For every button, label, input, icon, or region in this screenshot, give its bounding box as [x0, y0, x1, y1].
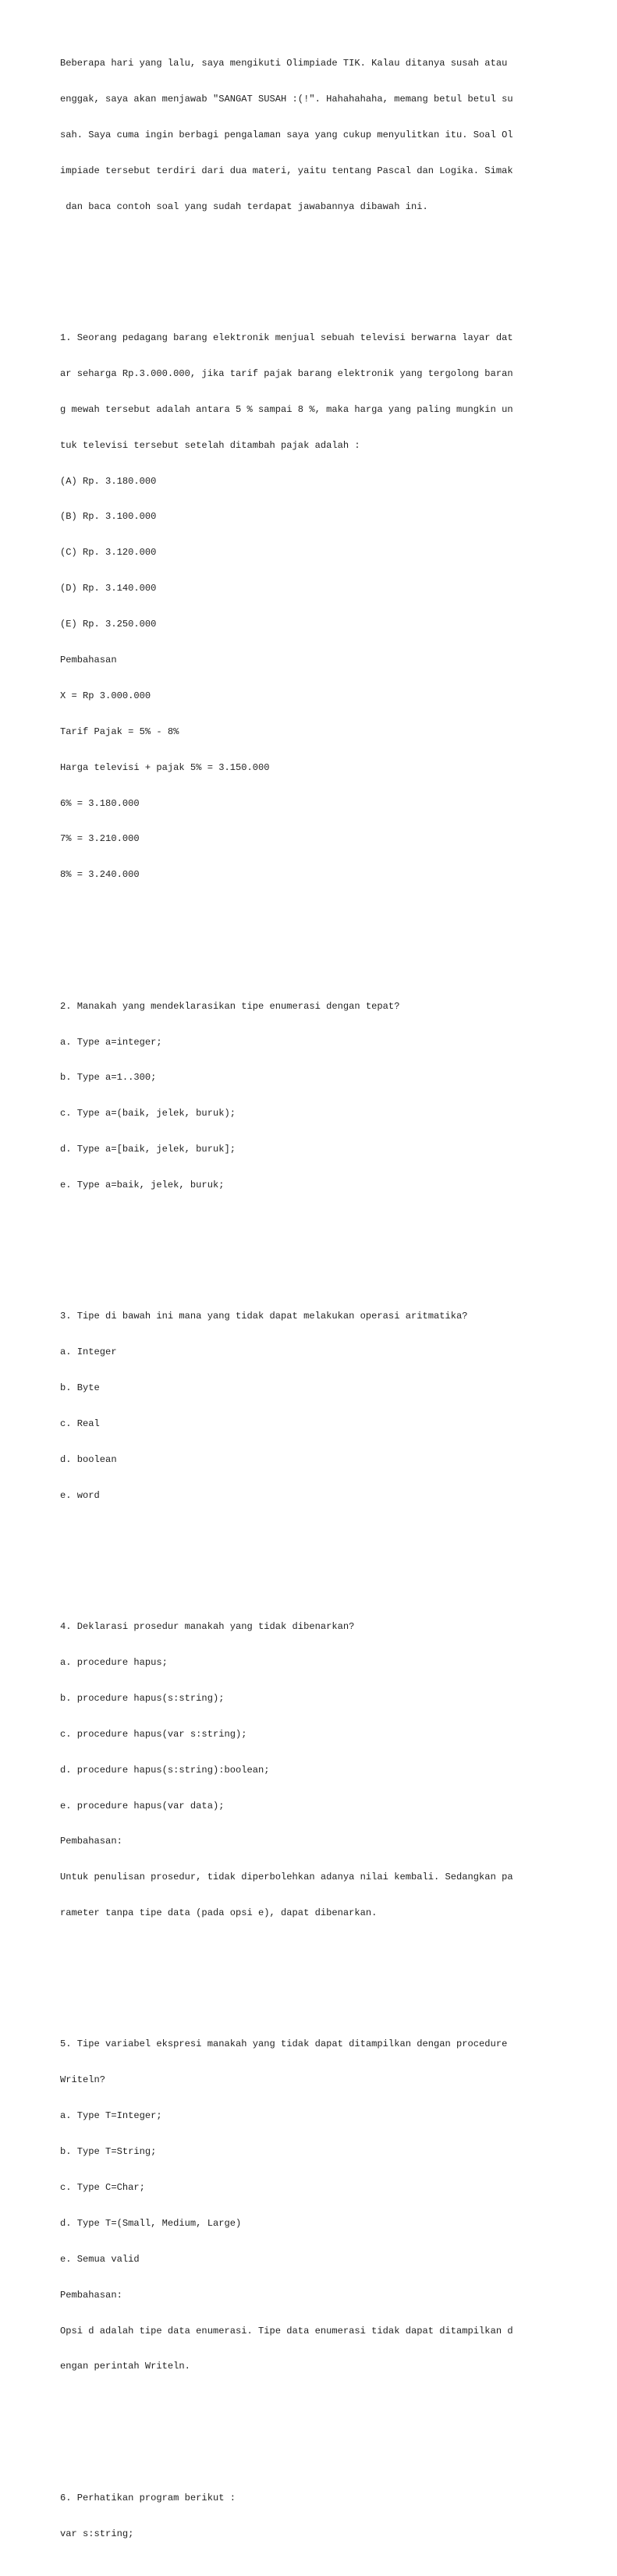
blank-line	[60, 1240, 559, 1251]
answer-option: (B) Rp. 3.100.000	[60, 511, 157, 523]
question-text: g mewah tersebut adalah antara 5 % sampai 8 %, maka harga yang paling mungkin un	[60, 403, 513, 415]
discussion-text: 6% = 3.180.000	[60, 797, 140, 809]
text-line: sah. Saya cuma ingin berbagi pengalaman saya yang cukup menyulitkan itu. Soal Ol	[60, 129, 513, 140]
answer-option: a. procedure hapus;	[60, 1656, 168, 1668]
discussion-text: 8% = 3.240.000	[60, 869, 140, 881]
question-text: 6. Perhatikan program berikut :	[60, 2492, 236, 2503]
discussion-text: rameter tanpa tipe data (pada opsi e), dapat dibenarkan.	[60, 1907, 378, 1919]
answer-option: c. Real	[60, 1418, 100, 1430]
blank-line	[60, 1549, 559, 1561]
text-line: enggak, saya akan menjawab "SANGAT SUSAH :(!". Hahahahaha, memang betul betul su	[60, 94, 513, 105]
discussion-text: 7% = 3.210.000	[60, 833, 140, 845]
question-text: 1. Seorang pedagang barang elektronik menjual sebuah televisi berwarna layar dat	[60, 332, 513, 344]
intro-paragraph	[60, 34, 559, 237]
discussion-text: Tarif Pajak = 5% - 8%	[60, 726, 179, 737]
answer-option: (A) Rp. 3.180.000	[60, 475, 157, 487]
answer-option: b. Type T=String;	[60, 2146, 157, 2158]
discussion-text: Untuk penulisan prosedur, tidak diperbolehkan adanya nilai kembali. Sedangkan pa	[60, 1872, 513, 1883]
answer-option: c. procedure hapus(var s:string);	[60, 1728, 247, 1740]
blank-line	[60, 929, 559, 941]
answer-option: d. Type a=[baik, jelek, buruk];	[60, 1144, 236, 1155]
question-text: ar seharga Rp.3.000.000, jika tarif pajak barang elektronik yang tergolong baran	[60, 367, 513, 379]
answer-option: c. Type a=(baik, jelek, buruk);	[60, 1108, 236, 1119]
question-5	[60, 2015, 559, 2397]
answer-option: a. Type a=integer;	[60, 1036, 162, 1048]
answer-option: (E) Rp. 3.250.000	[60, 619, 157, 630]
question-text: tuk televisi tersebut setelah ditambah pajak adalah :	[60, 439, 360, 451]
discussion-text: engan perintah Writeln.	[60, 2361, 190, 2372]
code-line: var s:string;	[60, 2528, 134, 2539]
answer-option: e. procedure hapus(var data);	[60, 1800, 225, 1811]
answer-option: d. boolean	[60, 1453, 117, 1465]
answer-option: e. Type a=baik, jelek, buruk;	[60, 1180, 225, 1191]
question-6	[60, 2468, 559, 2564]
text-line: dan baca contoh soal yang sudah terdapat jawabannya dibawah ini.	[60, 200, 428, 212]
question-text: 4. Deklarasi prosedur manakah yang tidak dibenarkan?	[60, 1621, 355, 1633]
question-2	[60, 977, 559, 1215]
answer-option: d. procedure hapus(s:string):boolean;	[60, 1764, 270, 1776]
question-text: Writeln?	[60, 2074, 106, 2086]
answer-option: b. Type a=1..300;	[60, 1072, 157, 1084]
answer-option: e. word	[60, 1489, 100, 1501]
text-line: impiade tersebut terdiri dari dua materi, yaitu tentang Pascal dan Logika. Simak	[60, 165, 513, 176]
text-line: Beberapa hari yang lalu, saya mengikuti Olimpiade TIK. Kalau ditanya susah atau	[60, 58, 508, 69]
answer-option: d. Type T=(Small, Medium, Large)	[60, 2217, 242, 2229]
blank-line	[60, 1967, 559, 1979]
answer-option: a. Integer	[60, 1347, 117, 1358]
discussion-heading: Pembahasan	[60, 655, 117, 666]
question-text: 5. Tipe variabel ekspresi manakah yang tidak dapat ditampilkan dengan procedure	[60, 2038, 508, 2050]
question-1	[60, 308, 559, 905]
answer-option: (D) Rp. 3.140.000	[60, 583, 157, 594]
blank-line	[60, 261, 559, 272]
question-text: 2. Manakah yang mendeklarasikan tipe enumerasi dengan tepat?	[60, 1000, 400, 1012]
question-3	[60, 1287, 559, 1526]
answer-option: (C) Rp. 3.120.000	[60, 547, 157, 559]
answer-option: c. Type C=Char;	[60, 2182, 145, 2194]
question-text: 3. Tipe di bawah ini mana yang tidak dapat melakukan operasi aritmatika?	[60, 1311, 468, 1322]
discussion-heading: Pembahasan:	[60, 1836, 122, 1847]
discussion-text: X = Rp 3.000.000	[60, 690, 151, 701]
answer-option: a. Type T=Integer;	[60, 2110, 162, 2122]
document-page	[60, 10, 559, 2576]
discussion-heading: Pembahasan:	[60, 2289, 122, 2301]
discussion-text: Harga televisi + pajak 5% = 3.150.000	[60, 761, 270, 773]
blank-line	[60, 2421, 559, 2432]
answer-option: b. Byte	[60, 1382, 100, 1394]
answer-option: e. Semua valid	[60, 2253, 140, 2265]
question-4	[60, 1597, 559, 1943]
discussion-text: Opsi d adalah tipe data enumerasi. Tipe data enumerasi tidak dapat ditampilkan d	[60, 2325, 513, 2336]
answer-option: b. procedure hapus(s:string);	[60, 1692, 225, 1704]
